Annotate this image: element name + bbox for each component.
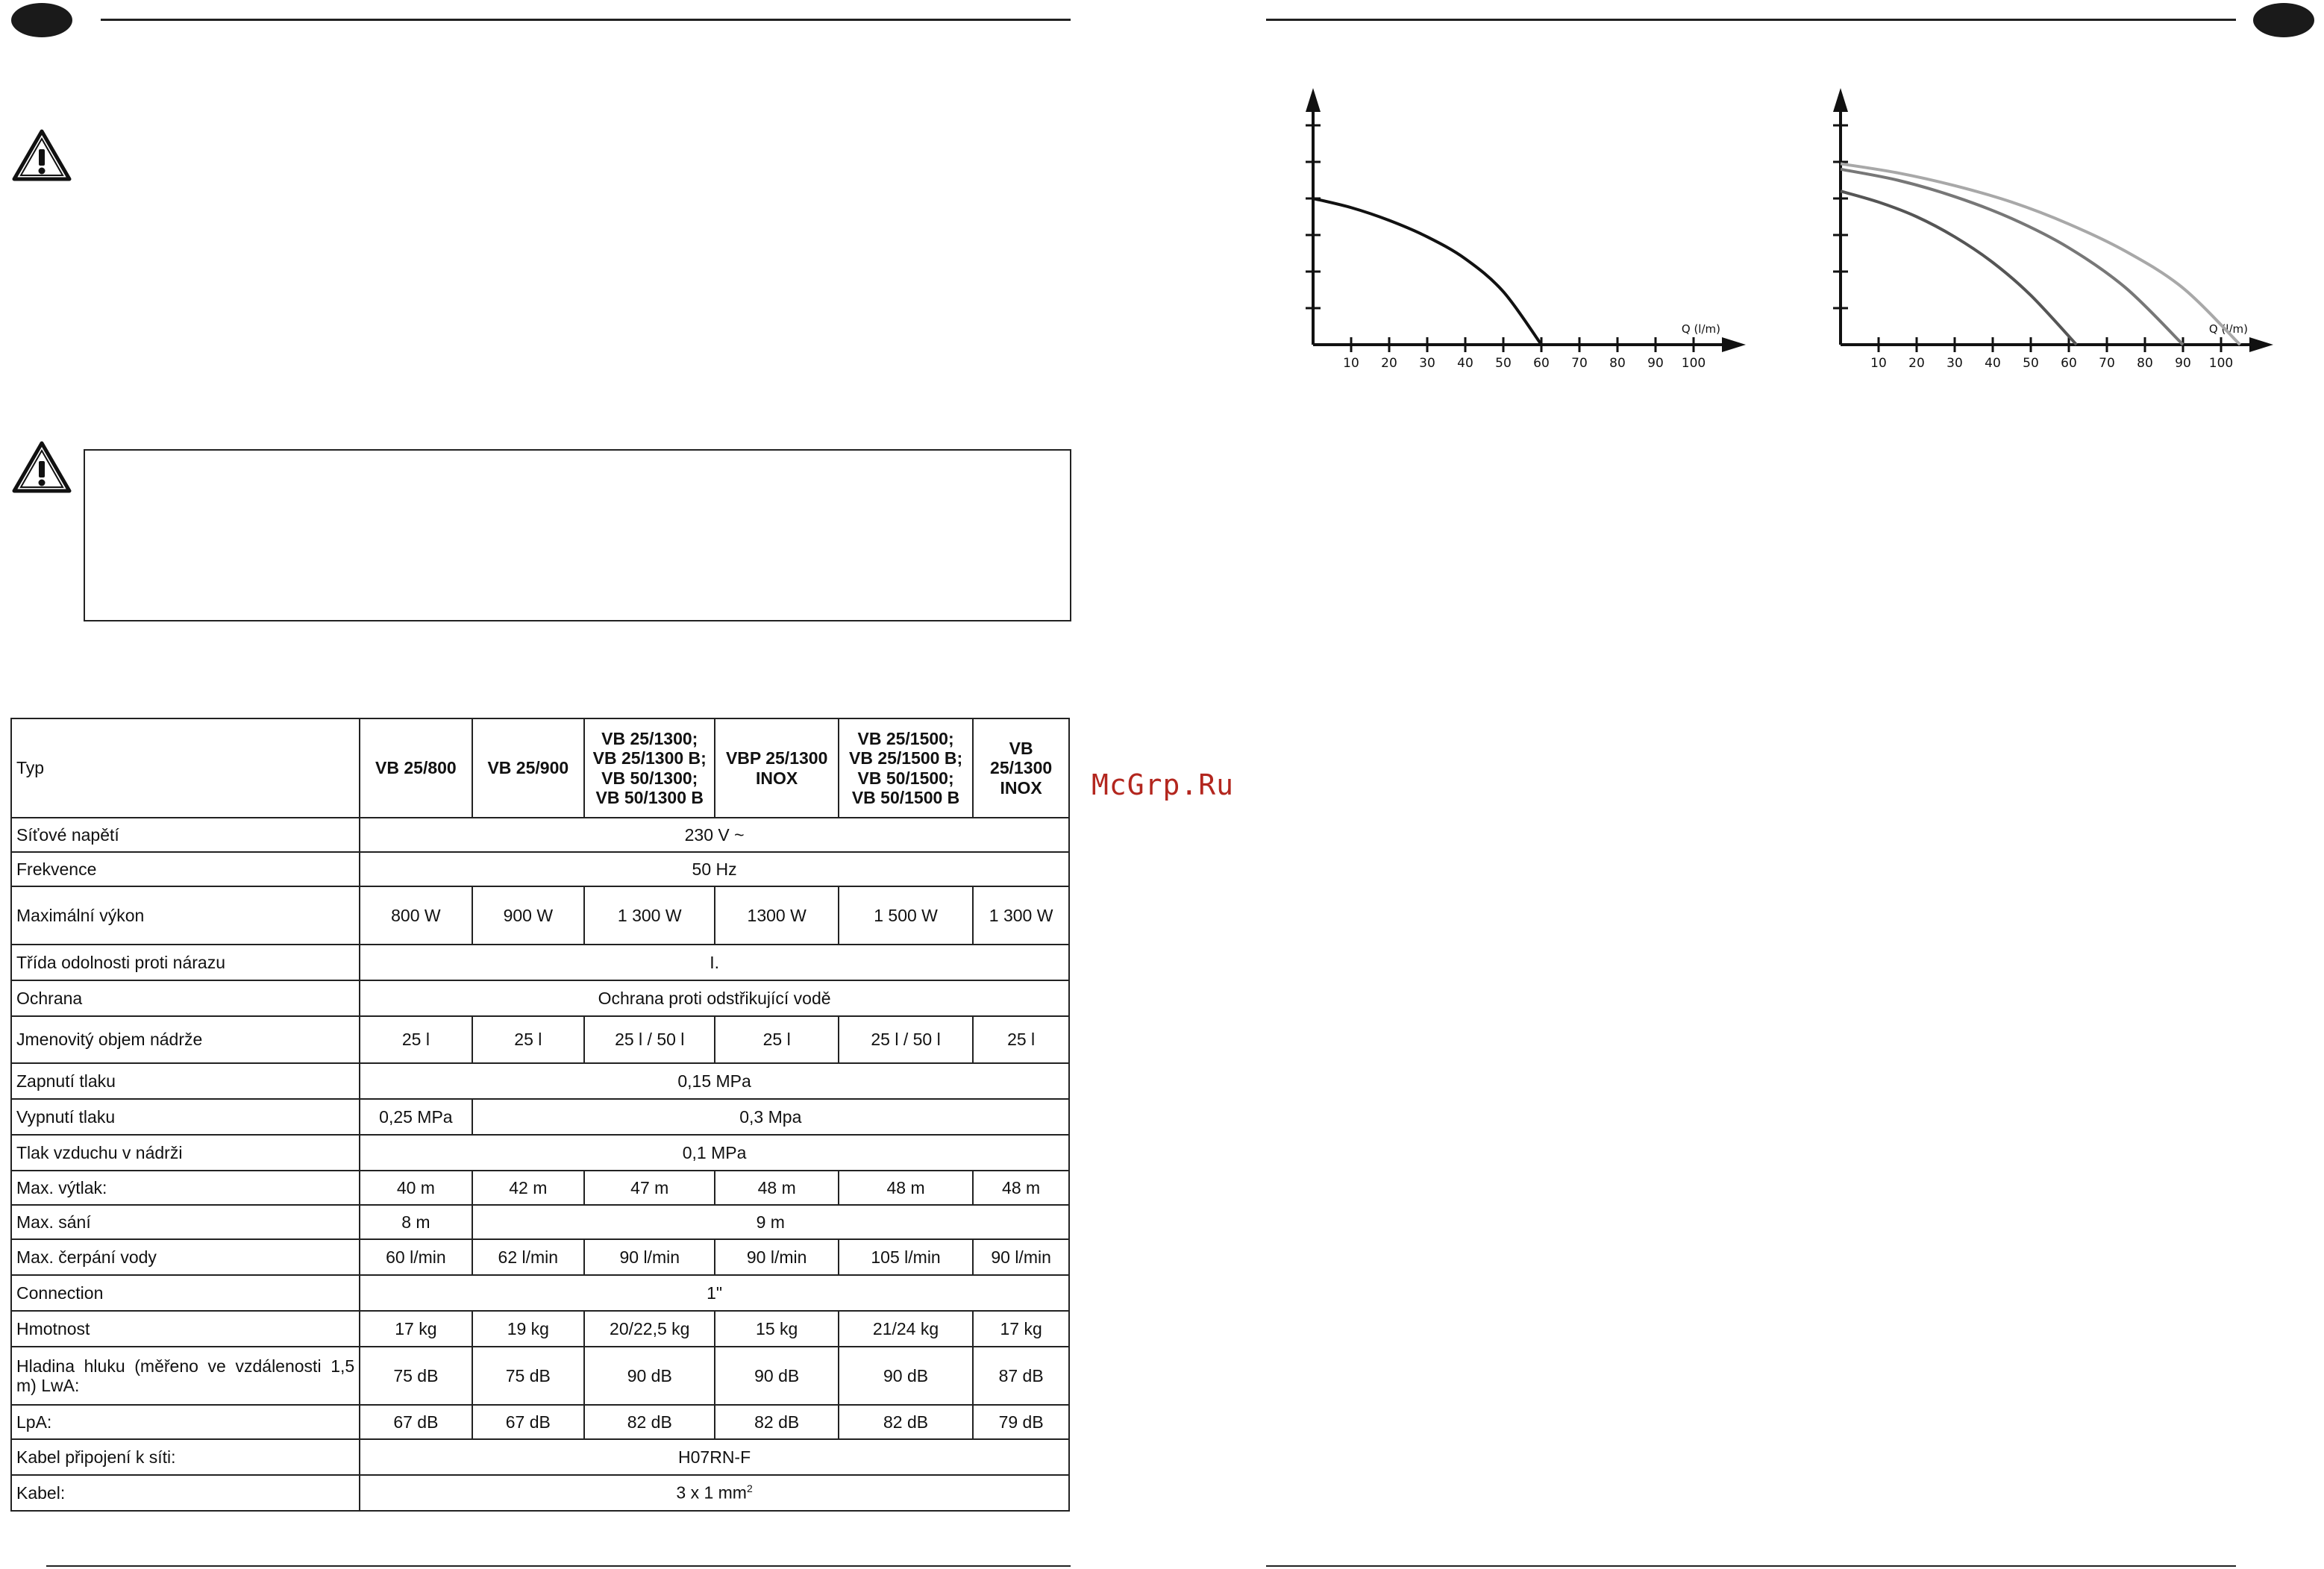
cell-value: 105 l/min — [839, 1239, 973, 1275]
x-tick-label: 40 — [1985, 356, 2001, 371]
x-tick-label: 50 — [2023, 356, 2039, 371]
cell-value: H07RN-F — [360, 1439, 1069, 1475]
cell-value: 19 kg — [472, 1311, 584, 1347]
cell-value: 62 l/min — [472, 1239, 584, 1275]
row-label: Max. čerpání vody — [11, 1239, 360, 1275]
cell-value: 9 m — [472, 1205, 1069, 1239]
cell-value: 230 V ~ — [360, 818, 1069, 852]
x-tick-label: 60 — [2061, 356, 2077, 371]
cell-value: 67 dB — [472, 1405, 584, 1439]
cell-value: 82 dB — [715, 1405, 838, 1439]
x-tick-label: 50 — [1495, 356, 1512, 371]
cell-value: 48 m — [839, 1171, 973, 1205]
cell-value: 67 dB — [360, 1405, 472, 1439]
x-tick-label: 60 — [1533, 356, 1550, 371]
cell-value: 75 dB — [472, 1347, 584, 1405]
cell-value: 87 dB — [973, 1347, 1069, 1405]
cable-size-value: 3 x 1 mm — [676, 1483, 747, 1503]
cell-value: 1" — [360, 1275, 1069, 1311]
cell-value: 48 m — [973, 1171, 1069, 1205]
cell-value: 42 m — [472, 1171, 584, 1205]
cell-value: 90 l/min — [584, 1239, 715, 1275]
cell-value: 82 dB — [584, 1405, 715, 1439]
header-cell: VBP 25/1300 INOX — [715, 718, 838, 818]
cell-value: I. — [360, 945, 1069, 980]
footer-rule-left — [46, 1565, 1071, 1567]
table-row — [11, 1439, 1069, 1475]
cell-value: 800 W — [360, 886, 472, 945]
cell-value: 25 l — [472, 1016, 584, 1063]
row-label: Kabel: — [11, 1475, 360, 1511]
table-row — [11, 1275, 1069, 1311]
x-tick-label: 90 — [1647, 356, 1664, 371]
cell-value: 90 l/min — [973, 1239, 1069, 1275]
x-tick-label: 90 — [2175, 356, 2191, 371]
cell-value: 40 m — [360, 1171, 472, 1205]
row-label: Kabel připojení k síti: — [11, 1439, 360, 1475]
x-tick-label: 100 — [1681, 356, 1706, 371]
row-label: Maximální výkon — [11, 886, 360, 945]
x-tick-label: 70 — [1571, 356, 1588, 371]
header-cell: VB 25/800 — [360, 718, 472, 818]
table-row — [11, 886, 1069, 945]
table-row — [11, 1171, 1069, 1205]
row-label: Tlak vzduchu v nádrži — [11, 1135, 360, 1171]
y-axis-arrow — [1833, 88, 1848, 112]
x-tick-label: 30 — [1419, 356, 1435, 371]
x-tick-label: 80 — [1609, 356, 1626, 371]
cell-value: 25 l — [360, 1016, 472, 1063]
spec-table — [10, 718, 1070, 1512]
cell-value: 90 dB — [839, 1347, 973, 1405]
footer-rule-right — [1266, 1565, 2236, 1567]
row-label: LpA: — [11, 1405, 360, 1439]
cell-value: 21/24 kg — [839, 1311, 973, 1347]
cell-value: 17 kg — [973, 1311, 1069, 1347]
table-row — [11, 1135, 1069, 1171]
cell-value: Ochrana proti odstřikující vodě — [360, 980, 1069, 1016]
table-row — [11, 1347, 1069, 1405]
cell-value: 25 l / 50 l — [584, 1016, 715, 1063]
table-row — [11, 1405, 1069, 1439]
x-tick-label: 40 — [1457, 356, 1473, 371]
table-row — [11, 945, 1069, 980]
x-tick-label: 80 — [2137, 356, 2153, 371]
cell-value: 1300 W — [715, 886, 838, 945]
table-row — [11, 1063, 1069, 1099]
page-tab-left — [11, 3, 72, 37]
cell-value: 90 l/min — [715, 1239, 838, 1275]
cell-value: 25 l — [973, 1016, 1069, 1063]
cell-value: 20/22,5 kg — [584, 1311, 715, 1347]
table-row — [11, 1475, 1069, 1511]
pump-curve-chart-left — [1268, 82, 1761, 388]
table-row — [11, 1016, 1069, 1063]
cell-value: 25 l — [715, 1016, 838, 1063]
cell-value: 50 Hz — [360, 852, 1069, 886]
header-rule-right — [1266, 19, 2236, 21]
cell-value: 8 m — [360, 1205, 472, 1239]
pump-curve-series — [1841, 163, 2240, 345]
x-tick-label: 20 — [1381, 356, 1397, 371]
cell-value: 15 kg — [715, 1311, 838, 1347]
row-label: Max. sání — [11, 1205, 360, 1239]
page-tab-right — [2253, 3, 2314, 37]
row-label: Zapnutí tlaku — [11, 1063, 360, 1099]
warning-icon — [12, 128, 72, 182]
cell-value: 25 l / 50 l — [839, 1016, 973, 1063]
row-label: Síťové napětí — [11, 818, 360, 852]
warning-icon — [12, 440, 72, 494]
header-cell: Typ — [11, 718, 360, 818]
cell-value: 0,15 MPa — [360, 1063, 1069, 1099]
x-tick-label: 70 — [2099, 356, 2115, 371]
table-row — [11, 980, 1069, 1016]
cell-value — [360, 1475, 1069, 1511]
cell-value: 48 m — [715, 1171, 838, 1205]
table-row — [11, 1099, 1069, 1135]
x-axis-label: Q (l/m) — [2208, 322, 2248, 336]
watermark: McGrp.Ru — [1091, 768, 1235, 801]
cell-value: 60 l/min — [360, 1239, 472, 1275]
y-axis-arrow — [1306, 88, 1321, 112]
row-label: Hmotnost — [11, 1311, 360, 1347]
cell-value: 17 kg — [360, 1311, 472, 1347]
table-row — [11, 1239, 1069, 1275]
table-row — [11, 1205, 1069, 1239]
row-label: Jmenovitý objem nádrže — [11, 1016, 360, 1063]
x-tick-label: 10 — [1343, 356, 1359, 371]
cell-value: 90 dB — [584, 1347, 715, 1405]
cell-value: 1 500 W — [839, 886, 973, 945]
header-rule-left — [101, 19, 1071, 21]
row-label: Vypnutí tlaku — [11, 1099, 360, 1135]
row-label: Connection — [11, 1275, 360, 1311]
x-tick-label: 20 — [1908, 356, 1925, 371]
table-header-row — [11, 718, 1069, 818]
row-label: Hladina hluku (měřeno ve vzdálenosti 1,5 m) LwA: — [11, 1347, 360, 1405]
header-cell: VB 25/900 — [472, 718, 584, 818]
row-label: Třída odolnosti proti nárazu — [11, 945, 360, 980]
header-cell: VB 25/1300 INOX — [973, 718, 1069, 818]
cell-value: 0,3 Mpa — [472, 1099, 1069, 1135]
cell-value: 1 300 W — [973, 886, 1069, 945]
cell-value: 75 dB — [360, 1347, 472, 1405]
cell-value: 90 dB — [715, 1347, 838, 1405]
table-row — [11, 852, 1069, 886]
table-row — [11, 1311, 1069, 1347]
cable-size-superscript: 2 — [746, 1482, 753, 1495]
x-tick-label: 10 — [1870, 356, 1887, 371]
cell-value: 0,25 MPa — [360, 1099, 472, 1135]
pump-curve-series — [1841, 169, 2183, 345]
x-axis-label: Q (l/m) — [1681, 322, 1720, 336]
table-row — [11, 818, 1069, 852]
row-label: Frekvence — [11, 852, 360, 886]
row-label: Max. výtlak: — [11, 1171, 360, 1205]
cell-value: 900 W — [472, 886, 584, 945]
cell-value: 0,1 MPa — [360, 1135, 1069, 1171]
cell-value: 47 m — [584, 1171, 715, 1205]
x-axis-arrow — [1722, 337, 1746, 352]
cell-value: 1 300 W — [584, 886, 715, 945]
pump-curve-chart-right — [1796, 82, 2288, 388]
x-tick-label: 100 — [2208, 356, 2234, 371]
header-cell: VB 25/1500; VB 25/1500 B; VB 50/1500; VB 50/1500 B — [839, 718, 973, 818]
pump-curve-series — [1313, 198, 1541, 345]
cell-value: 79 dB — [973, 1405, 1069, 1439]
warning-notice-box — [84, 449, 1071, 621]
x-axis-arrow — [2249, 337, 2273, 352]
row-label: Ochrana — [11, 980, 360, 1016]
x-tick-label: 30 — [1946, 356, 1963, 371]
cell-value: 82 dB — [839, 1405, 973, 1439]
header-cell: VB 25/1300; VB 25/1300 B; VB 50/1300; VB 50/1300 B — [584, 718, 715, 818]
